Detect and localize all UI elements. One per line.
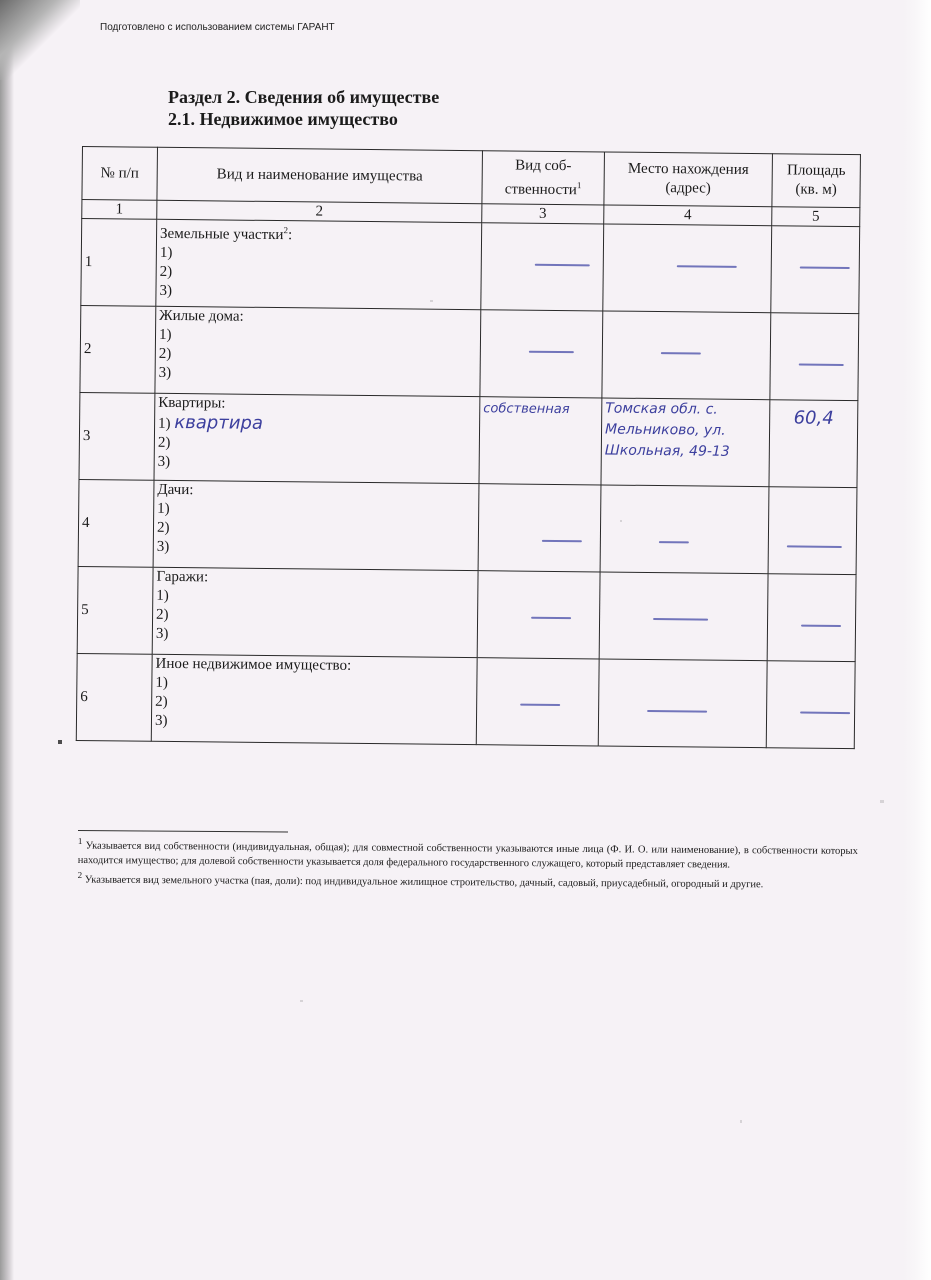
row-number: 5 (77, 566, 153, 654)
ownership-cell (476, 658, 599, 746)
property-table (76, 146, 861, 749)
row-category (152, 567, 478, 657)
scan-noise (58, 740, 62, 744)
address-cell (603, 224, 772, 313)
row-number: 4 (78, 479, 154, 567)
scan-noise (740, 1120, 742, 1123)
area-cell (768, 487, 857, 575)
blank-dash-mark (677, 265, 737, 268)
column-number: 4 (604, 205, 772, 226)
blank-dash-mark (800, 712, 850, 715)
item-marker: 3) (157, 453, 171, 470)
category-label: Гаражи: (156, 568, 209, 586)
category-label: Квартиры: (158, 394, 226, 412)
area-cell (771, 226, 860, 314)
footnote-mark: 2 (77, 869, 83, 880)
blank-dash-mark (647, 710, 707, 713)
area-cell (767, 574, 856, 662)
address-cell (598, 659, 767, 748)
scan-noise (620, 520, 622, 522)
footnote-1 (78, 834, 858, 873)
row-category (151, 654, 477, 744)
header-ownership (482, 151, 605, 205)
table-row (77, 566, 856, 661)
item-marker (158, 413, 476, 437)
header-property-type: Вид и наименование имущества (157, 147, 483, 203)
scan-corner-fold (0, 0, 80, 80)
address-cell (602, 311, 771, 400)
table-row (81, 219, 860, 314)
item-marker: 3) (158, 364, 172, 381)
item-marker: 1) (157, 500, 170, 517)
column-number: 5 (772, 207, 860, 227)
garant-header: Подготовлено с использованием системы ГАРАНТ (100, 22, 335, 33)
blank-dash-mark (661, 352, 701, 354)
item-marker: 2) (159, 263, 173, 280)
table-row (76, 653, 855, 748)
table-header-row (82, 147, 861, 208)
section-title: Раздел 2. Сведения об имуществе (168, 87, 440, 107)
footnote-text: Указывается вид собственности (индивидуальная, общая); для совместной собственности указываются иные лица (Ф. И. О. или наименование), в собственности которых находится имущество; для долевой собственности указывается доля федерального государственного служащего, который представляет сведения. (77, 840, 858, 871)
handwritten-item-name: квартира (174, 411, 264, 434)
blank-dash-mark (535, 264, 590, 267)
area-cell (770, 313, 859, 401)
item-marker: 3) (156, 538, 170, 555)
item-marker: 2) (157, 434, 171, 451)
footnote-rule (78, 830, 288, 832)
item-marker-text: 1) (158, 415, 171, 432)
address-cell (600, 485, 769, 574)
scan-noise (880, 800, 884, 803)
header-address: Место нахождения (адрес) (604, 152, 773, 207)
scan-noise (430, 300, 433, 302)
footnote-ref-2: 2 (283, 225, 289, 236)
table-row (79, 392, 858, 487)
footnote-text: Указывается вид земельного участка (пая, доли): под индивидуальное жилищное строительство, дачный, садовый, приусадебный, огородный и другие. (84, 874, 764, 890)
category-suffix: : (287, 227, 293, 244)
header-area: Площадь (кв. м) (772, 154, 861, 208)
blank-dash-mark (531, 617, 571, 619)
address-cell (599, 572, 768, 661)
row-category (156, 219, 482, 309)
row-category (154, 393, 480, 483)
item-marker: 1) (159, 244, 173, 261)
blank-dash-mark (659, 541, 689, 543)
item-marker: 2) (155, 693, 168, 710)
ownership-cell (481, 223, 604, 311)
handwritten-ownership: собственная (483, 401, 570, 418)
item-marker: 2) (156, 519, 170, 536)
blank-dash-mark (787, 545, 842, 548)
column-number: 3 (482, 204, 604, 224)
ownership-cell (479, 397, 602, 485)
item-marker: 3) (159, 282, 173, 299)
scan-left-edge (0, 0, 14, 1280)
footnote-ref-1: 1 (576, 179, 582, 190)
category-text: Земельные участки (160, 225, 284, 244)
blank-dash-mark (529, 351, 574, 353)
area-cell (769, 400, 858, 488)
blank-dash-mark (653, 618, 708, 621)
category-label: Иное недвижимое имущество: (155, 655, 352, 674)
row-number: 6 (76, 653, 152, 741)
row-number: 2 (80, 305, 156, 393)
footnote-mark: 1 (77, 835, 83, 847)
row-category (155, 306, 481, 396)
table-row (78, 479, 857, 574)
blank-dash-mark (542, 540, 582, 542)
footnote-2 (78, 867, 858, 892)
item-marker: 3) (155, 625, 169, 642)
address-cell (601, 398, 770, 487)
ownership-cell (478, 484, 601, 572)
section-heading (168, 86, 439, 130)
category-label: Жилые дома: (159, 307, 244, 325)
blank-dash-mark (799, 364, 844, 366)
scan-right-edge (903, 0, 931, 1280)
column-number: 2 (157, 200, 482, 222)
item-marker: 1) (155, 674, 168, 691)
footnotes (78, 830, 858, 892)
column-number: 1 (82, 200, 157, 220)
category-label: Дачи: (157, 481, 194, 499)
row-category (153, 480, 479, 570)
scan-noise (300, 1000, 303, 1002)
property-table-container (76, 146, 860, 764)
header-ownership-text: Вид соб- ственности (504, 157, 577, 198)
row-number: 1 (81, 219, 157, 307)
item-marker: 2) (156, 606, 169, 623)
handwritten-address: Томская обл. с. Мельниково, ул. Школьная, 49-13 (604, 400, 730, 460)
handwritten-area: 60,4 (793, 407, 834, 429)
item-marker: 3) (154, 712, 168, 729)
section-subtitle: 2.1. Недвижимое имущество (168, 109, 398, 129)
table-row (80, 305, 859, 400)
row-number: 3 (79, 392, 155, 480)
ownership-cell (480, 310, 603, 398)
ownership-cell (477, 571, 600, 659)
item-marker: 2) (158, 345, 172, 362)
blank-dash-mark (520, 704, 560, 706)
blank-dash-mark (801, 625, 841, 627)
category-label (160, 220, 478, 247)
blank-dash-mark (800, 267, 850, 270)
item-marker: 1) (156, 587, 169, 604)
item-marker: 1) (158, 326, 172, 343)
area-cell (766, 661, 855, 749)
header-number: № п/п (82, 147, 158, 201)
